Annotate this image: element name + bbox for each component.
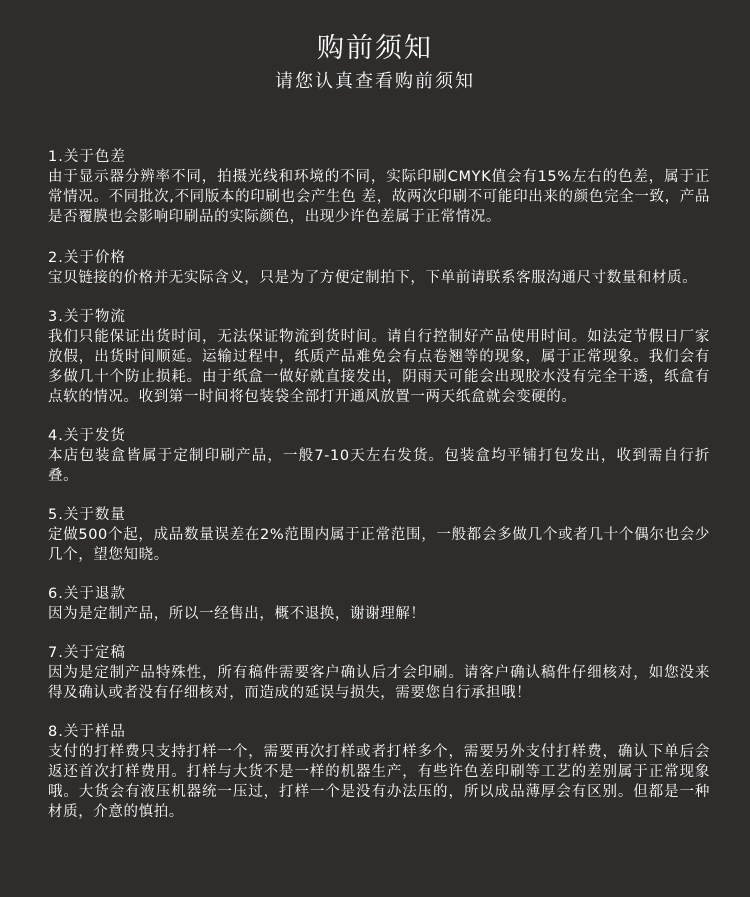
section-samples xyxy=(48,722,710,822)
section-shipping xyxy=(48,426,710,486)
section-logistics xyxy=(48,307,710,407)
section-refund xyxy=(48,584,710,624)
section-title: 2.关于价格 xyxy=(48,250,126,266)
section-title: 6.关于退款 xyxy=(48,586,126,602)
section-title: 3.关于物流 xyxy=(48,309,126,325)
section-title: 8.关于样品 xyxy=(48,724,126,740)
section-body: 定做500个起，成品数量误差在2%范围内属于正常范围，一般都会多做几个或者几十个偶尔也会少几个，望您知晓。 xyxy=(48,527,710,563)
section-body: 宝贝链接的价格并无实际含义，只是为了方便定制拍下，下单前请联系客服沟通尺寸数量和材质。 xyxy=(48,270,698,286)
section-body: 因为是定制产品特殊性，所有稿件需要客户确认后才会印刷。请客户确认稿件仔细核对，如您没来得及确认或者没有仔细核对，而造成的延误与损失，需要您自行承担哦！ xyxy=(48,665,710,701)
section-title: 4.关于发货 xyxy=(48,428,126,444)
section-body: 我们只能保证出货时间，无法保证物流到货时间。请自行控制好产品使用时间。如法定节假日厂家放假，出货时间顺延。运输过程中，纸质产品难免会有点卷翘等的现象，属于正常现象。我们会有多做几十个防止损耗。由于纸盒一做好就直接发出，阴雨天可能会出现胶水没有完全干透，纸盒有点软的情况。收到第一时间将包装袋全部打开通风放置一两天纸盒就会变硬的。 xyxy=(48,329,710,405)
section-final-draft xyxy=(48,643,710,703)
section-quantity xyxy=(48,505,710,565)
section-body: 因为是定制产品，所以一经售出，概不退换，谢谢理解！ xyxy=(48,606,426,622)
section-body: 本店包装盒皆属于定制印刷产品，一般7-10天左右发货。包装盒均平铺打包发出，收到需自行折叠。 xyxy=(48,448,710,484)
section-body: 由于显示器分辨率不同，拍摄光线和环境的不同，实际印刷CMYK值会有15%左右的色差，属于正常情况。不同批次,不同版本的印刷也会产生色 差，故两次印刷不可能印出来的颜色完全一致，产品是否覆膜也会影响印刷品的实际颜色，出现少许色差属于正常情况。 xyxy=(48,169,710,225)
section-body: 支付的打样费只支持打样一个，需要再次打样或者打样多个，需要另外支付打样费，确认下单后会返还首次打样费用。打样与大货不是一样的机器生产，有些许色差印刷等工艺的差别属于正常现象哦。大货会有液压机器统一压过，打样一个是没有办法压的，所以成品薄厚会有区别。但都是一种材质，介意的慎拍。 xyxy=(48,744,710,820)
section-title: 5.关于数量 xyxy=(48,507,126,523)
notice-sections xyxy=(48,147,710,841)
section-title: 1.关于色差 xyxy=(48,149,126,165)
section-title: 7.关于定稿 xyxy=(48,645,126,661)
page-title: 购前须知 xyxy=(317,33,433,64)
page-subtitle: 请您认真查看购前须知 xyxy=(275,71,475,92)
section-color-difference xyxy=(48,147,710,227)
section-price xyxy=(48,248,710,288)
